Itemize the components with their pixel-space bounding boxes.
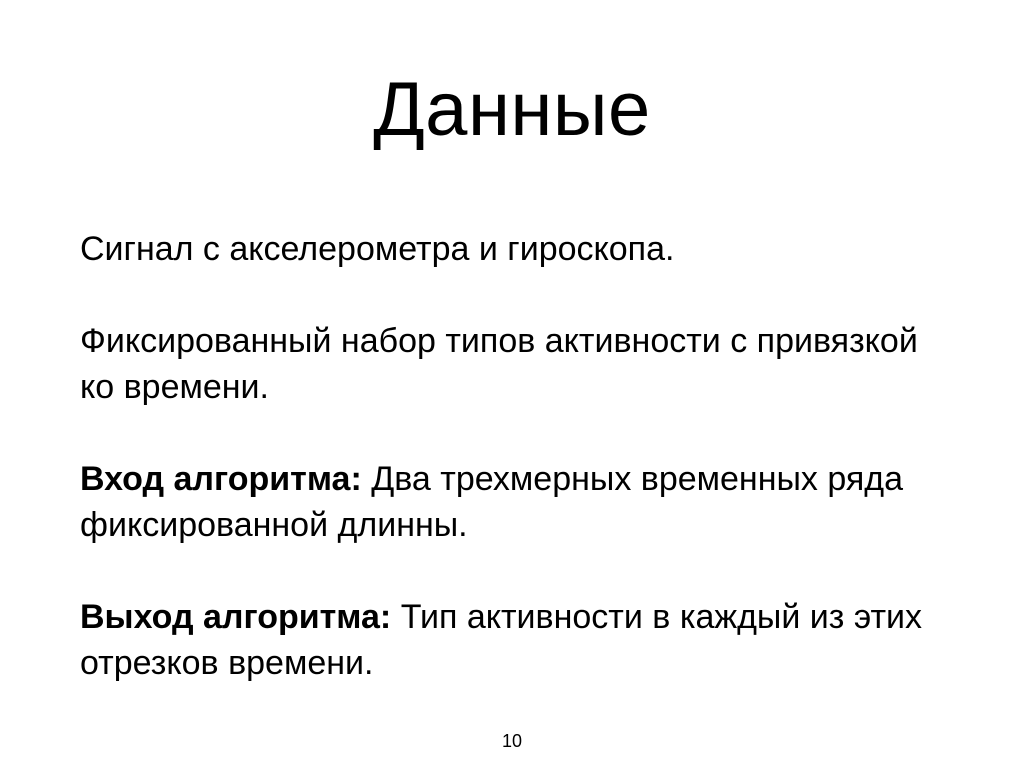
paragraph-lead: Вход алгоритма: — [80, 460, 362, 498]
paragraph-algorithm-input — [80, 456, 960, 548]
slide-title: Данные — [373, 67, 651, 152]
page-number: 10 — [501, 731, 523, 751]
paragraph-text: Тип активности в каждый из этих отрезков времени. — [80, 598, 923, 682]
paragraph-lead: Выход алгоритма: — [80, 598, 392, 636]
paragraph-text: Сигнал с акселерометра и гироскопа. — [80, 230, 675, 268]
paragraph-activity-types — [80, 318, 960, 410]
slide-body — [80, 226, 960, 686]
paragraph-algorithm-output — [80, 594, 960, 686]
paragraph-text: Два трехмерных временных ряда фиксированной длинны. — [80, 460, 904, 544]
paragraph-data-source — [80, 226, 960, 272]
paragraph-text: Фиксированный набор типов активности с привязкой ко времени. — [80, 322, 918, 406]
